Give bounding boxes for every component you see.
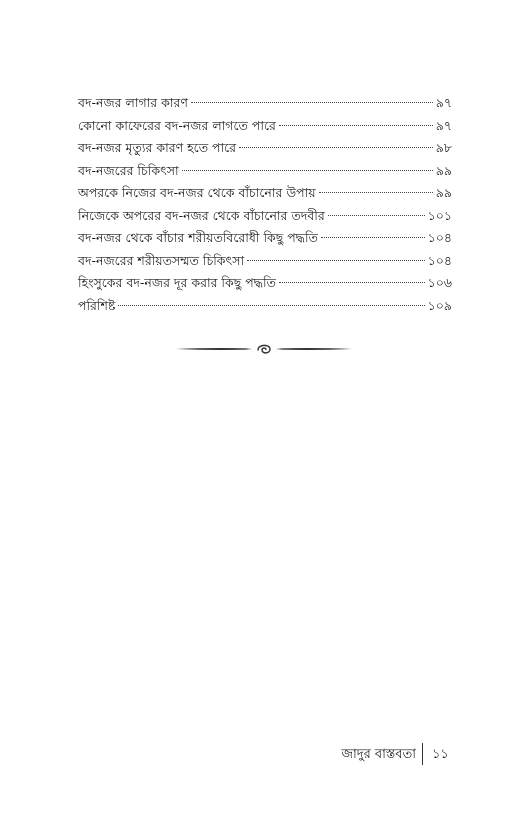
toc-entry[interactable]	[78, 295, 452, 318]
toc-entry[interactable]	[78, 250, 452, 273]
dot-leader	[321, 237, 425, 238]
page-footer	[0, 743, 528, 767]
toc-entry[interactable]	[78, 160, 452, 183]
dot-leader	[328, 215, 425, 216]
toc-entry-page: ১০৯	[427, 297, 452, 313]
toc-entry-page: ৯৯	[435, 162, 452, 178]
toc-entry-page: ১০৪	[427, 252, 452, 268]
toc-entry-title: বদ-নজরের শরীয়তসম্মত চিকিৎসা	[78, 252, 245, 268]
toc-entry[interactable]	[78, 227, 452, 250]
toc-entry-title: বদ-নজরের চিকিৎসা	[78, 162, 179, 178]
toc-entry-page: ১০৬	[427, 275, 452, 290]
toc-entry-page: ১০৪	[427, 230, 452, 245]
footer-divider	[422, 743, 423, 765]
dot-leader	[182, 170, 433, 171]
toc-entry-title: কোনো কাফেরের বদ-নজর লাগতে পারে	[78, 117, 276, 133]
toc-entry-page: ৯৮	[435, 140, 452, 155]
toc-entry[interactable]	[78, 272, 452, 295]
dot-leader	[319, 192, 433, 193]
toc-entry-page: ৯৭	[435, 95, 452, 110]
running-title: জাদুর বাস্তবতা	[341, 747, 416, 762]
dot-leader	[239, 147, 433, 148]
toc-entry[interactable]	[78, 92, 452, 115]
dot-leader	[191, 102, 433, 103]
page-number: ১১	[432, 747, 449, 762]
dot-leader	[118, 305, 424, 306]
swirl-ornament-icon	[174, 339, 354, 359]
toc-entry[interactable]	[78, 205, 452, 228]
toc-entry[interactable]	[78, 115, 452, 138]
toc-entry-page: ৯৭	[435, 117, 452, 133]
toc-entry-page: ১০১	[427, 207, 452, 223]
toc-entry-page: ৯৯	[435, 185, 452, 200]
dot-leader	[279, 282, 425, 283]
toc-entry[interactable]	[78, 182, 452, 205]
dot-leader	[247, 260, 425, 261]
toc-entry-title: বদ-নজর মৃত্যুর কারণ হতে পারে	[78, 140, 237, 155]
toc-entry-title: বদ-নজর থেকে বাঁচার শরীয়তবিরোধী কিছু পদ্ধতি	[78, 230, 318, 245]
dot-leader	[279, 125, 433, 126]
toc-entry-title: নিজেকে অপরের বদ-নজর থেকে বাঁচানোর তদবীর	[78, 207, 325, 223]
toc-entry-title: পরিশিষ্ট	[78, 297, 116, 313]
table-of-contents	[78, 92, 452, 317]
toc-entry[interactable]	[78, 137, 452, 160]
toc-entry-title: বদ-নজর লাগার কারণ	[78, 95, 188, 110]
toc-entry-title: অপরকে নিজের বদ-নজর থেকে বাঁচানোর উপায়	[78, 185, 316, 200]
toc-entry-title: হিংসুকের বদ-নজর দূর করার কিছু পদ্ধতি	[78, 275, 276, 290]
